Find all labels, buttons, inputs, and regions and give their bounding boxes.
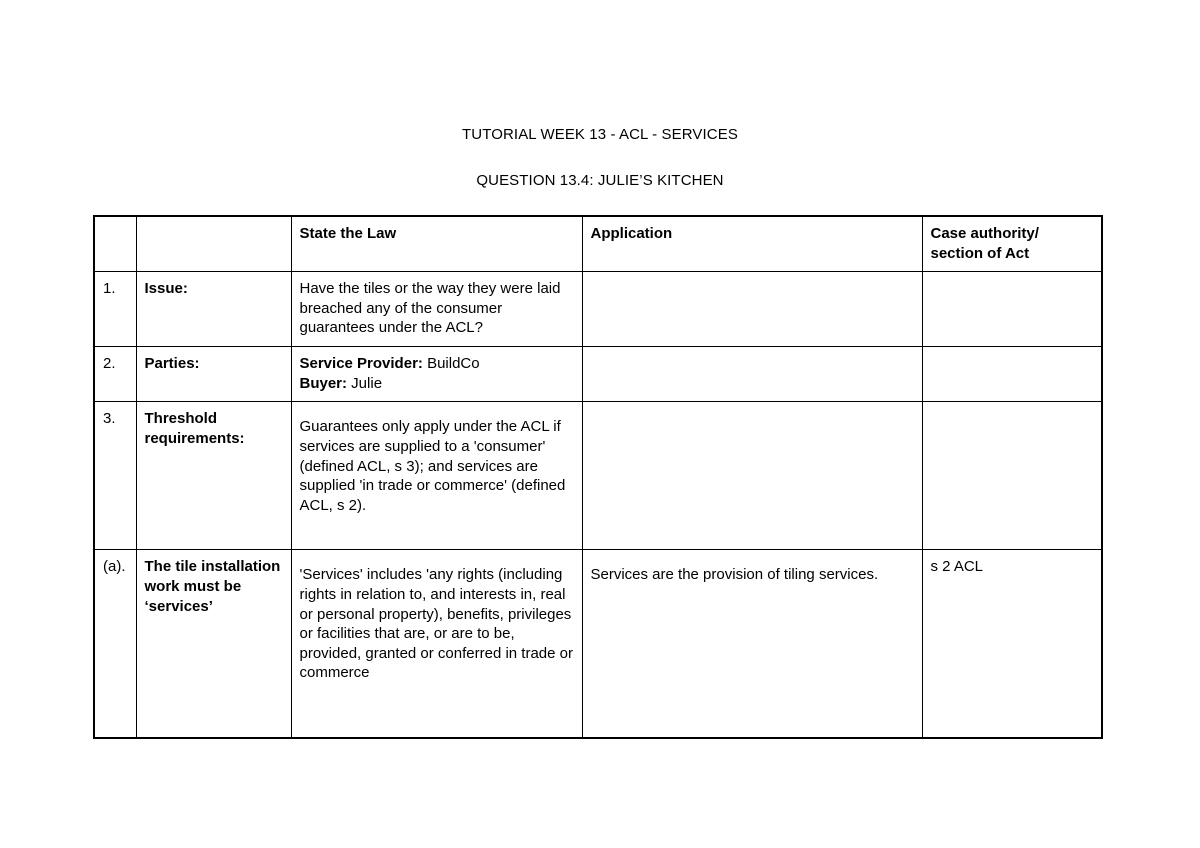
services-application-text: Services are the provision of tiling services. bbox=[590, 566, 879, 584]
row-label: The tile installation work must be ‘services’ bbox=[136, 550, 291, 738]
analysis-table bbox=[93, 215, 1103, 739]
document-title: TUTORIAL WEEK 13 - ACL - SERVICES bbox=[462, 126, 738, 143]
services-law-text: 'Services' includes 'any rights (including rights in relation to, and interests in, real or personal property), benefits, privileges or facilities that are, or are to be, provided, granted or conferred in trade or commerce bbox=[299, 566, 573, 682]
row-number: (a). bbox=[94, 550, 136, 738]
row-law bbox=[291, 550, 582, 738]
row-label: Threshold requirements: bbox=[136, 402, 291, 550]
threshold-law-text: Guarantees only apply under the ACL if services are supplied to a 'consumer' (defined ACL, s 3); and services are supplied 'in trade or commerce' (defined ACL, s 2). bbox=[299, 418, 566, 514]
table-row bbox=[94, 402, 1102, 550]
row-authority bbox=[922, 402, 1102, 550]
row-label: Issue: bbox=[136, 272, 291, 347]
header-application: Application bbox=[582, 216, 922, 272]
row-number: 1. bbox=[94, 272, 136, 347]
buyer-value: Julie bbox=[347, 374, 383, 392]
table-row bbox=[94, 272, 1102, 347]
row-application bbox=[582, 550, 922, 738]
header-state-law: State the Law bbox=[291, 216, 582, 272]
row-label: Parties: bbox=[136, 347, 291, 402]
service-provider-label: Service Provider: bbox=[299, 355, 423, 373]
table-row bbox=[94, 347, 1102, 402]
buyer-label: Buyer: bbox=[299, 374, 348, 392]
table-header-row bbox=[94, 216, 1102, 272]
row-application bbox=[582, 402, 922, 550]
question-title: QUESTION 13.4: JULIE’S KITCHEN bbox=[476, 172, 724, 189]
row-authority bbox=[922, 347, 1102, 402]
row-number: 3. bbox=[94, 402, 136, 550]
header-label-cell bbox=[136, 216, 291, 272]
row-law bbox=[291, 347, 582, 402]
row-authority bbox=[922, 272, 1102, 347]
row-number: 2. bbox=[94, 347, 136, 402]
service-provider-value: BuildCo bbox=[422, 355, 480, 373]
row-law bbox=[291, 402, 582, 550]
row-application bbox=[582, 347, 922, 402]
header-num-cell bbox=[94, 216, 136, 272]
row-law: Have the tiles or the way they were laid breached any of the consumer guarantees under the ACL? bbox=[291, 272, 582, 347]
row-application bbox=[582, 272, 922, 347]
table-row bbox=[94, 550, 1102, 738]
row-authority: s 2 ACL bbox=[922, 550, 1102, 738]
header-case-authority: Case authority/ section of Act bbox=[922, 216, 1102, 272]
